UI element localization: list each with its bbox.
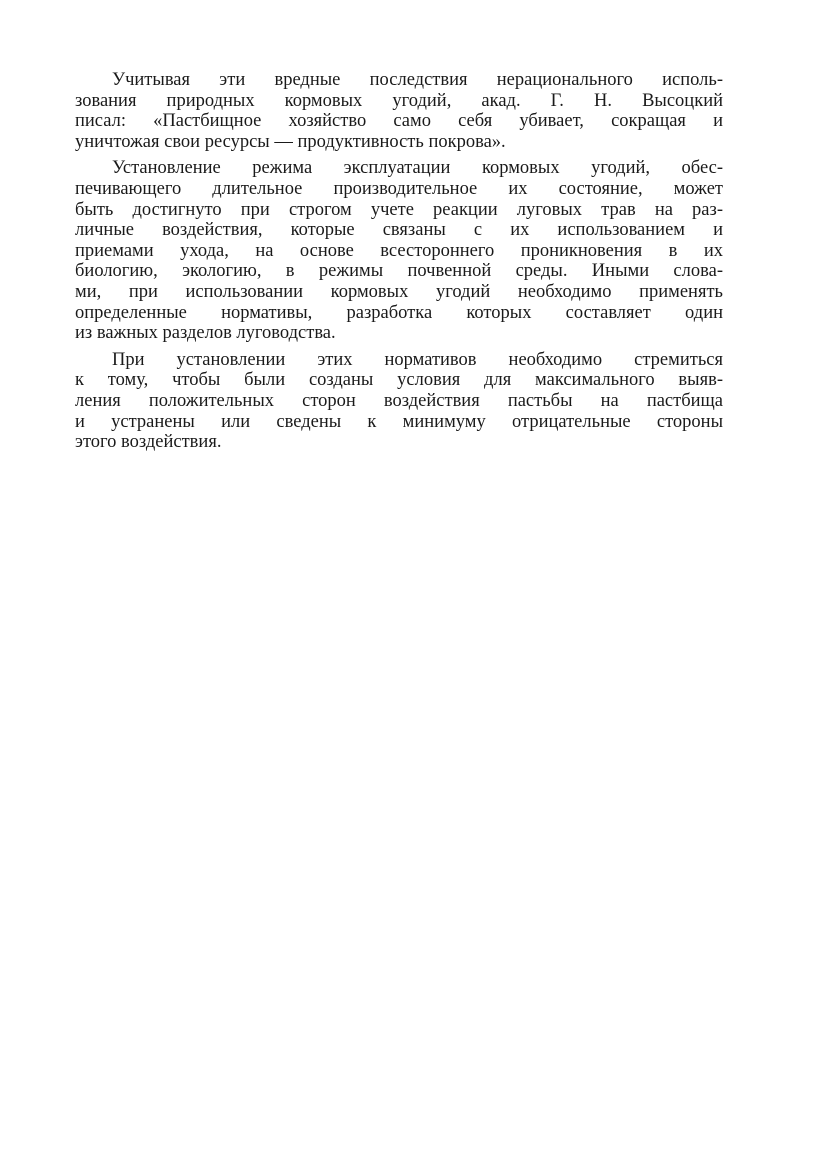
text-line: уничтожая свои ресурсы — продуктивность покрова». <box>75 131 506 152</box>
text-line: Установление режима эксплуатации кормовых угодий, обес- <box>112 158 723 179</box>
text-line: быть достигнуто при строгом учете реакции луговых трав на раз- <box>75 199 723 220</box>
paragraph-2 <box>75 158 723 343</box>
text-line: этого воздействия. <box>75 432 222 453</box>
text-line: ми, при использовании кормовых угодий необходимо применять <box>75 281 723 302</box>
text-line: из важных разделов луговодства. <box>75 323 336 344</box>
text-line: зования природных кормовых угодий, акад. Г. Н. Высоцкий <box>75 90 723 111</box>
text-line: писал: «Пастбищное хозяйство само себя убивает, сокращая и <box>75 111 723 132</box>
text-line: Учитывая эти вредные последствия нерационального исполь- <box>112 70 723 90</box>
text-line: При установлении этих нормативов необходимо стремиться <box>112 349 723 370</box>
text-line: приемами ухода, на основе всестороннего проникновения в их <box>75 240 723 261</box>
text-line: определенные нормативы, разработка которых составляет один <box>75 302 723 323</box>
paragraph-3 <box>75 350 723 453</box>
text-line: личные воздействия, которые связаны с их использованием и <box>75 220 723 241</box>
paragraph-1 <box>75 70 723 152</box>
text-line: печивающего длительное производительное их состояние, может <box>75 178 723 199</box>
text-line: и устранены или сведены к минимуму отрицательные стороны <box>75 411 723 432</box>
text-line: ления положительных сторон воздействия пастьбы на пастбища <box>75 390 723 411</box>
text-line: биологию, экологию, в режимы почвенной среды. Иными слова- <box>75 261 723 282</box>
text-body <box>75 70 723 459</box>
text-line: к тому, чтобы были созданы условия для максимального выяв- <box>75 370 723 391</box>
